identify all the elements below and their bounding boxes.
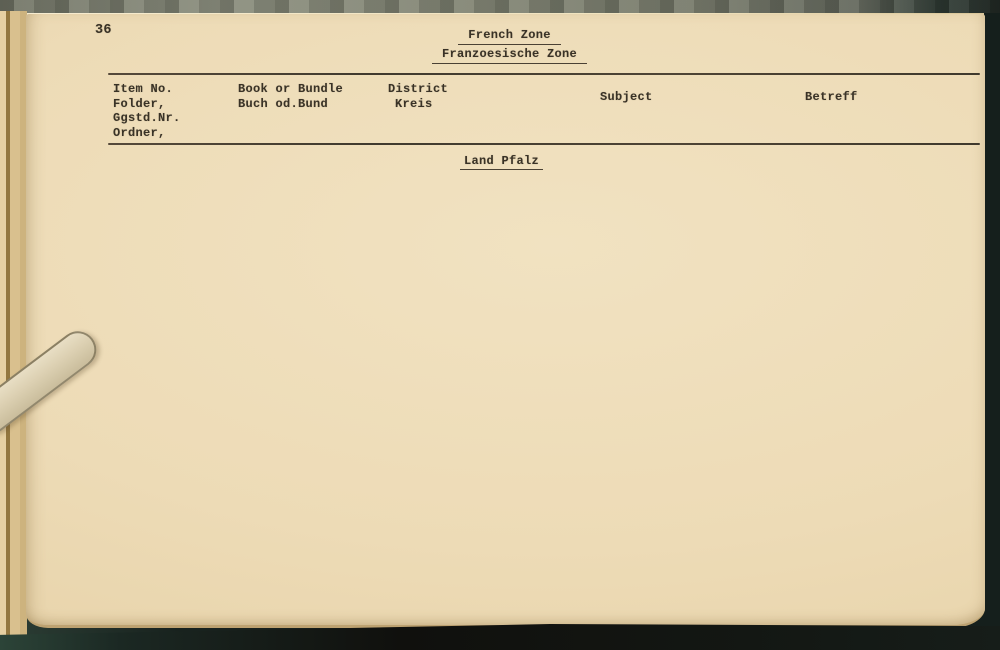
header-subject: Subject	[600, 90, 653, 104]
header-district-line1: District	[388, 82, 449, 96]
title-german: Franzoesische Zone	[432, 46, 587, 64]
book-pages-edge-left	[0, 11, 27, 643]
horizontal-rule-top	[108, 73, 980, 75]
horizontal-rule-under-header	[108, 143, 980, 145]
section-heading: Land Pfalz	[460, 154, 543, 170]
title-english: French Zone	[458, 27, 561, 45]
page-number: 36	[95, 23, 112, 38]
header-item-line1: Item No. Folder,	[113, 82, 174, 111]
header-district	[350, 82, 530, 140]
document-page	[26, 14, 985, 628]
header-item-no	[108, 82, 230, 140]
book-cover-edge-top	[0, 0, 1000, 13]
header-item-line2: Ggstd.Nr. Ordner,	[113, 111, 181, 140]
header-district-line2: Kreis	[395, 96, 433, 111]
table-header-row	[108, 82, 980, 140]
header-book-line2: Buch od.Bund	[238, 96, 329, 111]
page-title-block	[432, 27, 587, 64]
header-book-line1: Book or Bundle	[238, 82, 344, 96]
header-book-or-bundle	[230, 82, 350, 140]
header-betreff: Betreff	[805, 90, 858, 104]
